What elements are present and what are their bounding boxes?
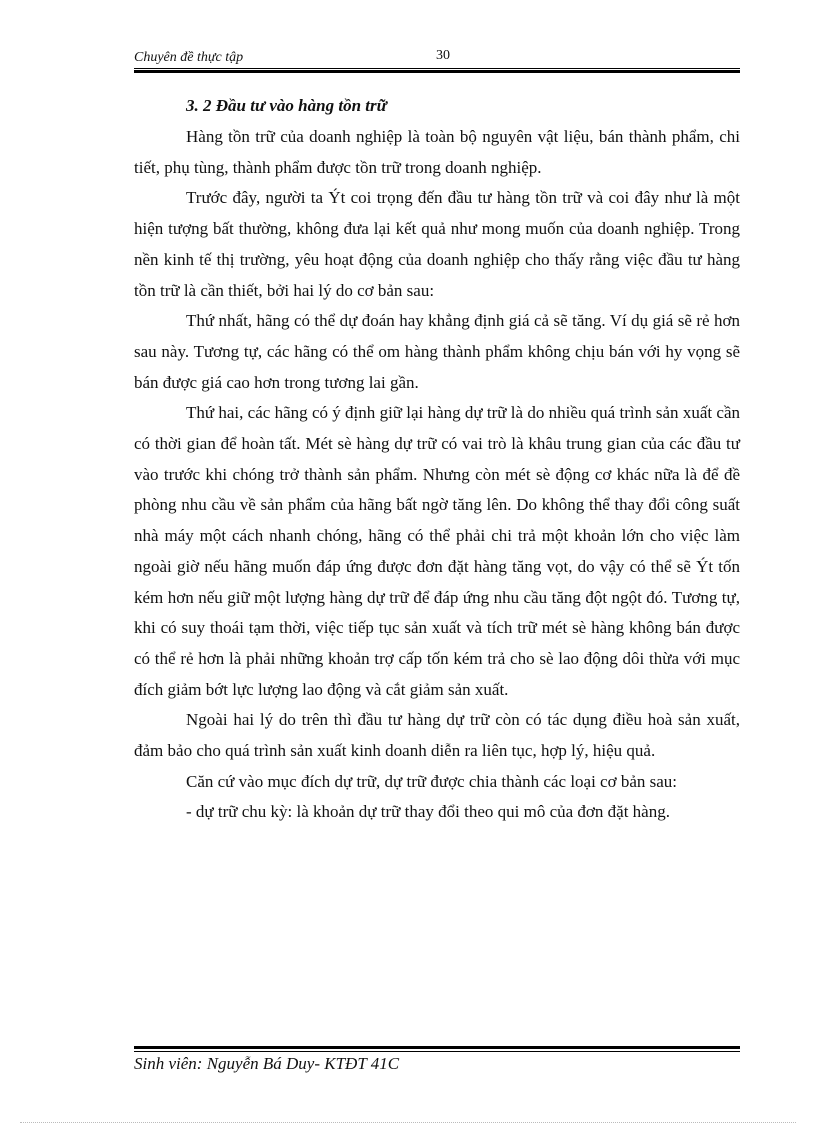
document-body [134,90,740,828]
footer-rule-thick [134,1046,740,1049]
paragraph: Ngoài hai lý do trên thì đầu tư hàng dự trữ còn có tác dụng điều hoà sản xuất, đảm bảo cho quá trình sản xuất kinh doanh diễn ra liên tục, hợp lý, hiệu quả. [134,710,740,761]
footer-author: Sinh viên: Nguyễn Bá Duy- KTĐT 41C [134,1054,400,1073]
paragraph: Trước đây, người ta Ýt coi trọng đến đầu tư hàng tồn trữ và coi đây như là một hiện tượng bất thường, không đưa lại kết quả như mong muốn của doanh nghiệp. Trong nền kinh tế thị trường, yêu hoạt động của doanh nghiệp cho thấy rằng việc đầu tư hàng tồn trữ là cần thiết, bởi hai lý do cơ bản sau: [134,188,740,300]
paragraph: Căn cứ vào mục đích dự trữ, dự trữ được chia thành các loại cơ bản sau: [186,771,678,791]
footer-rule-thin [134,1051,740,1052]
paragraph: Thứ nhất, hãng có thể dự đoán hay khẳng định giá cả sẽ tăng. Ví dụ giá sẽ rẻ hơn sau này. Tương tự, các hãng có thể om hàng thành phẩm không chịu bán với hy vọng sẽ bán được giá cao hơn trong tương lai gần. [134,311,740,392]
paragraph: Hàng tồn trữ của doanh nghiệp là toàn bộ nguyên vật liệu, bán thành phẩm, chi tiết, phụ tùng, thành phẩm được tồn trữ trong doanh nghiệp. [134,127,740,177]
list-item: - dự trữ chu kỳ: là khoản dự trữ thay đổi theo qui mô của đơn đặt hàng. [186,802,670,822]
paragraph: Thứ hai, các hãng có ý định giữ lại hàng dự trữ là do nhiều quá trình sản xuất cần có thời gian để hoàn tất. Mét sè hàng dự trữ có vai trò là khâu trung gian của các đầu tư vào trước khi chóng trở thành sản phẩm. Nhưng còn mét sè động cơ khác nữa là để đề phòng nhu cầu về sản phẩm của hãng bất ngờ tăng lên. Do không thể thay đổi công suất nhà máy một cách nhanh chóng, hãng có thể phải chi trả một khoản lớn cho việc làm ngoài giờ nếu hãng muốn đáp ứng được đơn đặt hàng tăng vọt, do vậy có thể sẽ Ýt tốn kém hơn nếu giữ một lượng hàng dự trữ để đáp ứng nhu cầu tăng đột ngột đó. Tương tự, khi có suy thoái tạm thời, việc tiếp tục sản xuất và tích trữ mét sè hàng không bán được có thể rẻ hơn là phải những khoản trợ cấp tốn kém trả cho sè lao động dôi thừa với mục đích giảm bớt lực lượng lao động và cắt giảm sản xuất. [134,403,740,699]
header-rule-thick [134,70,740,73]
section-heading: 3. 2 Đầu tư vào hàng tồn trữ [186,96,387,115]
header-title: Chuyên đề thực tập [134,50,244,65]
page-number: 30 [436,48,450,63]
header-rule-thin [134,68,740,69]
